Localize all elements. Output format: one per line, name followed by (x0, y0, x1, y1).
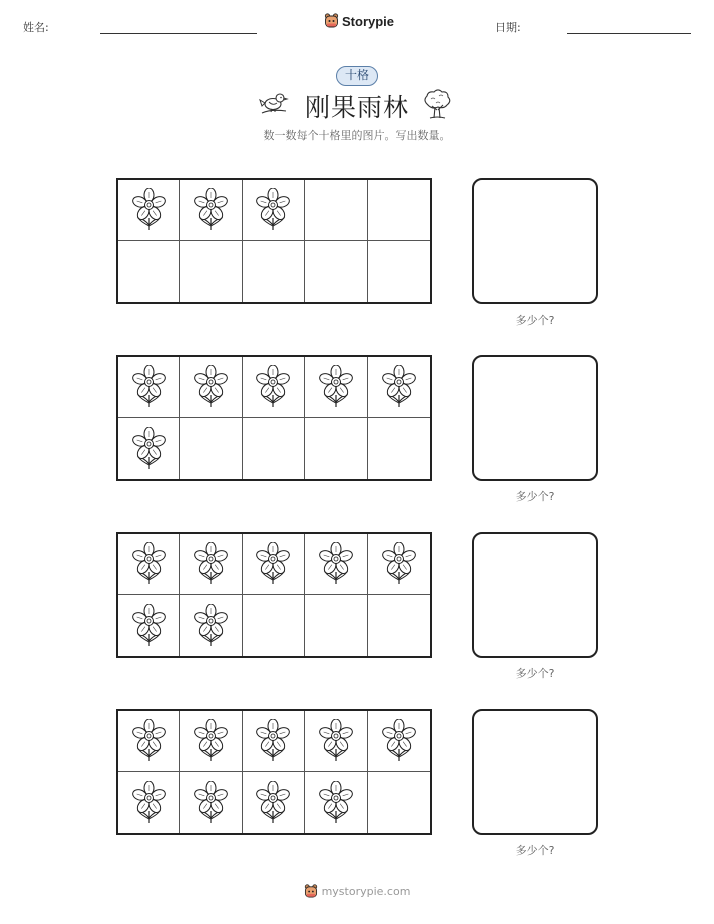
ten-frame-cell (243, 534, 305, 595)
date-line (567, 33, 691, 34)
ten-frame-cell (118, 418, 180, 479)
brand-name: Storypie (342, 13, 395, 29)
ten-frame-cell (305, 241, 367, 302)
answer-box[interactable] (472, 709, 598, 835)
flower-icon (319, 781, 353, 825)
answer-box[interactable] (472, 532, 598, 658)
question-label: 多少个? (515, 314, 555, 327)
footer-url: mystorypie.com (321, 885, 411, 898)
flower-icon (132, 542, 166, 586)
ten-frame-cell (368, 711, 430, 772)
ten-frame-cell (368, 534, 430, 595)
ten-frame-cell (180, 241, 242, 302)
ten-frame-cell (180, 534, 242, 595)
ten-frame-cell (118, 772, 180, 833)
ten-frame (116, 178, 432, 304)
ten-frame-cell (368, 241, 430, 302)
ten-frame-cell (118, 241, 180, 302)
ten-frame-cell (305, 357, 367, 418)
ten-frame-cell (118, 357, 180, 418)
ten-frame-cell (243, 180, 305, 241)
ten-frame-cell (118, 711, 180, 772)
flower-icon (194, 188, 228, 232)
flower-icon (319, 542, 353, 586)
tree-icon (421, 88, 453, 120)
flower-icon (132, 781, 166, 825)
flower-icon (132, 365, 166, 409)
flower-icon (382, 365, 416, 409)
flower-icon (194, 604, 228, 648)
ten-frame-cell (243, 711, 305, 772)
ten-frame (116, 709, 432, 835)
ten-frame-cell (180, 595, 242, 656)
flower-icon (132, 604, 166, 648)
ten-frame-cell (305, 534, 367, 595)
ten-frame-cell (305, 180, 367, 241)
name-label: 姓名: (23, 21, 49, 34)
ten-frame-cell (180, 180, 242, 241)
page-title: 刚果雨林 (304, 93, 409, 122)
ten-frame-cell (118, 180, 180, 241)
instructions: 数一数每个十格里的图片。写出数量。 (263, 129, 451, 142)
flower-icon (194, 781, 228, 825)
flower-icon (194, 542, 228, 586)
ten-frame-cell (368, 180, 430, 241)
ten-frame-cell (243, 418, 305, 479)
worksheet-type-badge: 十格 (336, 66, 378, 86)
flower-icon (319, 719, 353, 763)
ten-frame-cell (305, 595, 367, 656)
flower-icon (256, 719, 290, 763)
ten-frame-cell (305, 418, 367, 479)
brand-logo (324, 13, 394, 29)
name-line (100, 33, 257, 34)
ten-frame-cell (368, 772, 430, 833)
ten-frame (116, 355, 432, 481)
ten-frame-cell (243, 772, 305, 833)
question-label: 多少个? (515, 490, 555, 503)
ten-frame-cell (243, 357, 305, 418)
flower-icon (319, 365, 353, 409)
ten-frame-cell (243, 241, 305, 302)
flower-icon (132, 188, 166, 232)
ten-frame-cell (118, 534, 180, 595)
footer (0, 884, 714, 899)
ten-frame-cell (180, 418, 242, 479)
answer-box[interactable] (472, 178, 598, 304)
ten-frame-cell (118, 595, 180, 656)
question-label: 多少个? (515, 667, 555, 680)
pie-mascot-icon (304, 884, 318, 899)
ten-frame-cell (305, 772, 367, 833)
flower-icon (194, 719, 228, 763)
ten-frame (116, 532, 432, 658)
ten-frame-cell (180, 357, 242, 418)
flower-icon (132, 427, 166, 471)
ten-frame-cell (243, 595, 305, 656)
ten-frame-cell (368, 595, 430, 656)
ten-frame-cell (180, 772, 242, 833)
pie-mascot-icon (324, 13, 339, 29)
ten-frame-cell (368, 357, 430, 418)
flower-icon (256, 365, 290, 409)
ten-frame-cell (180, 711, 242, 772)
ten-frame-cell (305, 711, 367, 772)
flower-icon (382, 719, 416, 763)
flower-icon (132, 719, 166, 763)
flower-icon (256, 542, 290, 586)
question-label: 多少个? (515, 844, 555, 857)
answer-box[interactable] (472, 355, 598, 481)
flower-icon (256, 188, 290, 232)
ten-frame-cell (368, 418, 430, 479)
flower-icon (194, 365, 228, 409)
flower-icon (256, 781, 290, 825)
date-label: 日期: (495, 21, 521, 34)
flower-icon (382, 542, 416, 586)
